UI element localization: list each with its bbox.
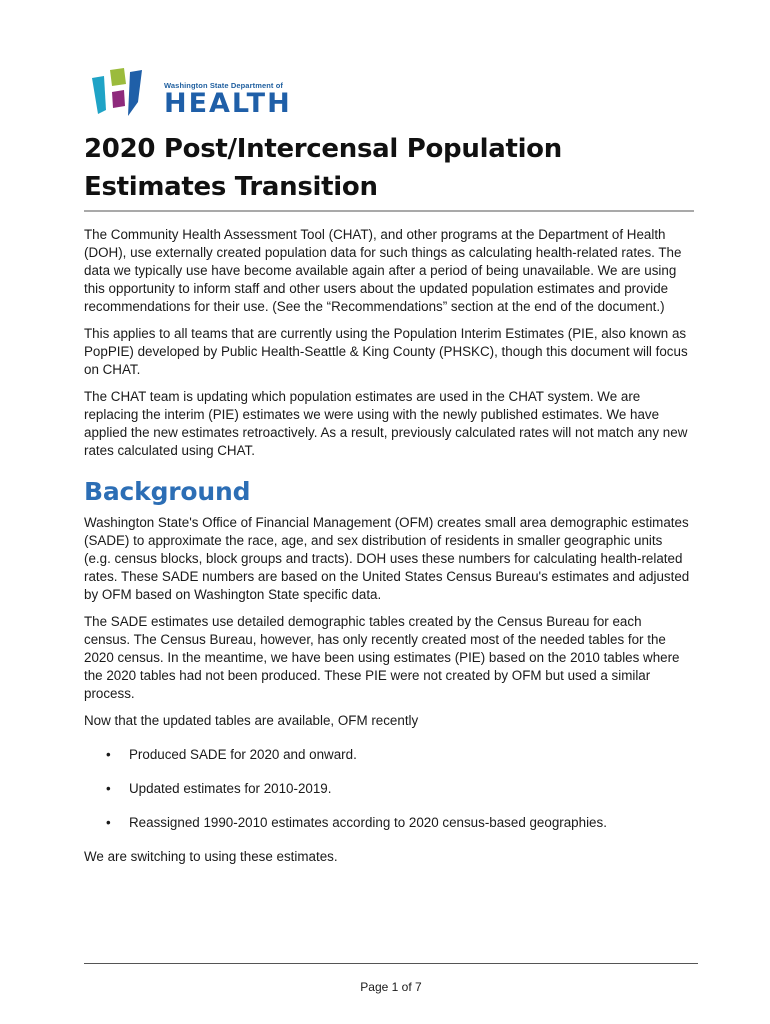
intro-paragraph-1: The Community Health Assessment Tool (CHAT), and other programs at the Department of Health (DOH), use externally created population data for such things as calculating health-related rates. The data we typically use have become available again after a period of being unavailable. We are using this opportunity to inform staff and other users about the updated population estimates and provide recommendations for their use. (See the “Recommendations” section at the end of the document.) [84,227,682,314]
bullet-text: Produced SADE for 2020 and onward. [129,747,357,762]
doh-logo [88,66,292,118]
logo-wordmark [164,72,292,118]
page-number: Page 1 of 7 [360,980,422,994]
document-page [84,0,694,1024]
footer-divider [84,963,698,964]
background-paragraph-4: We are switching to using these estimates. [84,849,338,864]
background-paragraph-1: Washington State's Office of Financial Management (OFM) creates small area demographic estimates (SADE) to approximate the race, age, and sex distribution of residents in smaller geographic units (e.g. census blocks, block groups and tracts). DOH uses these numbers for calculating health-related rates. These SADE numbers are based on the United States Census Bureau's estimates and adjusted by OFM based on Washington State specific data. [84,515,690,602]
title-line-1: 2020 Post/Intercensal Population [84,134,562,164]
intro-paragraph-3: The CHAT team is updating which population estimates are used in the CHAT system. We are replacing the interim (PIE) estimates we were using with the newly published estimates. We have applied the new estimates retroactively. As a result, previously calculated rates will not match any new rates calculated using CHAT. [84,389,688,458]
background-heading: Background [84,477,251,506]
title-line-2: Estimates Transition [84,172,378,202]
doh-logo-mark-icon [88,66,158,118]
bullet-icon: • [106,781,111,796]
logo-main-text: HEALTH [164,88,292,119]
background-paragraph-2: The SADE estimates use detailed demographic tables created by the Census Bureau for each census. The Census Bureau, however, has only recently created most of the needed tables for the 2020 census. In the meantime, we have been using estimates (PIE) based on the 2010 tables where the 2020 tables had not been produced. These PIE were not created by OFM but used a similar process. [84,614,680,701]
list-item [84,780,690,798]
background-bullet-list [84,746,690,832]
intro-paragraph-2: This applies to all teams that are currently using the Population Interim Estimates (PIE, also known as PopPIE) developed by Public Health-Seattle & King County (PHSKC), though this document will focus on CHAT. [84,326,688,377]
logo-subtitle: Washington State Department of [164,81,283,90]
title-divider [84,210,694,212]
document-title [84,130,694,206]
bullet-icon: • [106,815,111,830]
list-item [84,814,690,832]
list-item [84,746,690,764]
bullet-text: Reassigned 1990-2010 estimates according to 2020 census-based geographies. [129,815,607,830]
document-body [84,226,690,875]
bullet-text: Updated estimates for 2010-2019. [129,781,332,796]
background-paragraph-3: Now that the updated tables are available, OFM recently [84,713,419,728]
bullet-icon: • [106,747,111,762]
